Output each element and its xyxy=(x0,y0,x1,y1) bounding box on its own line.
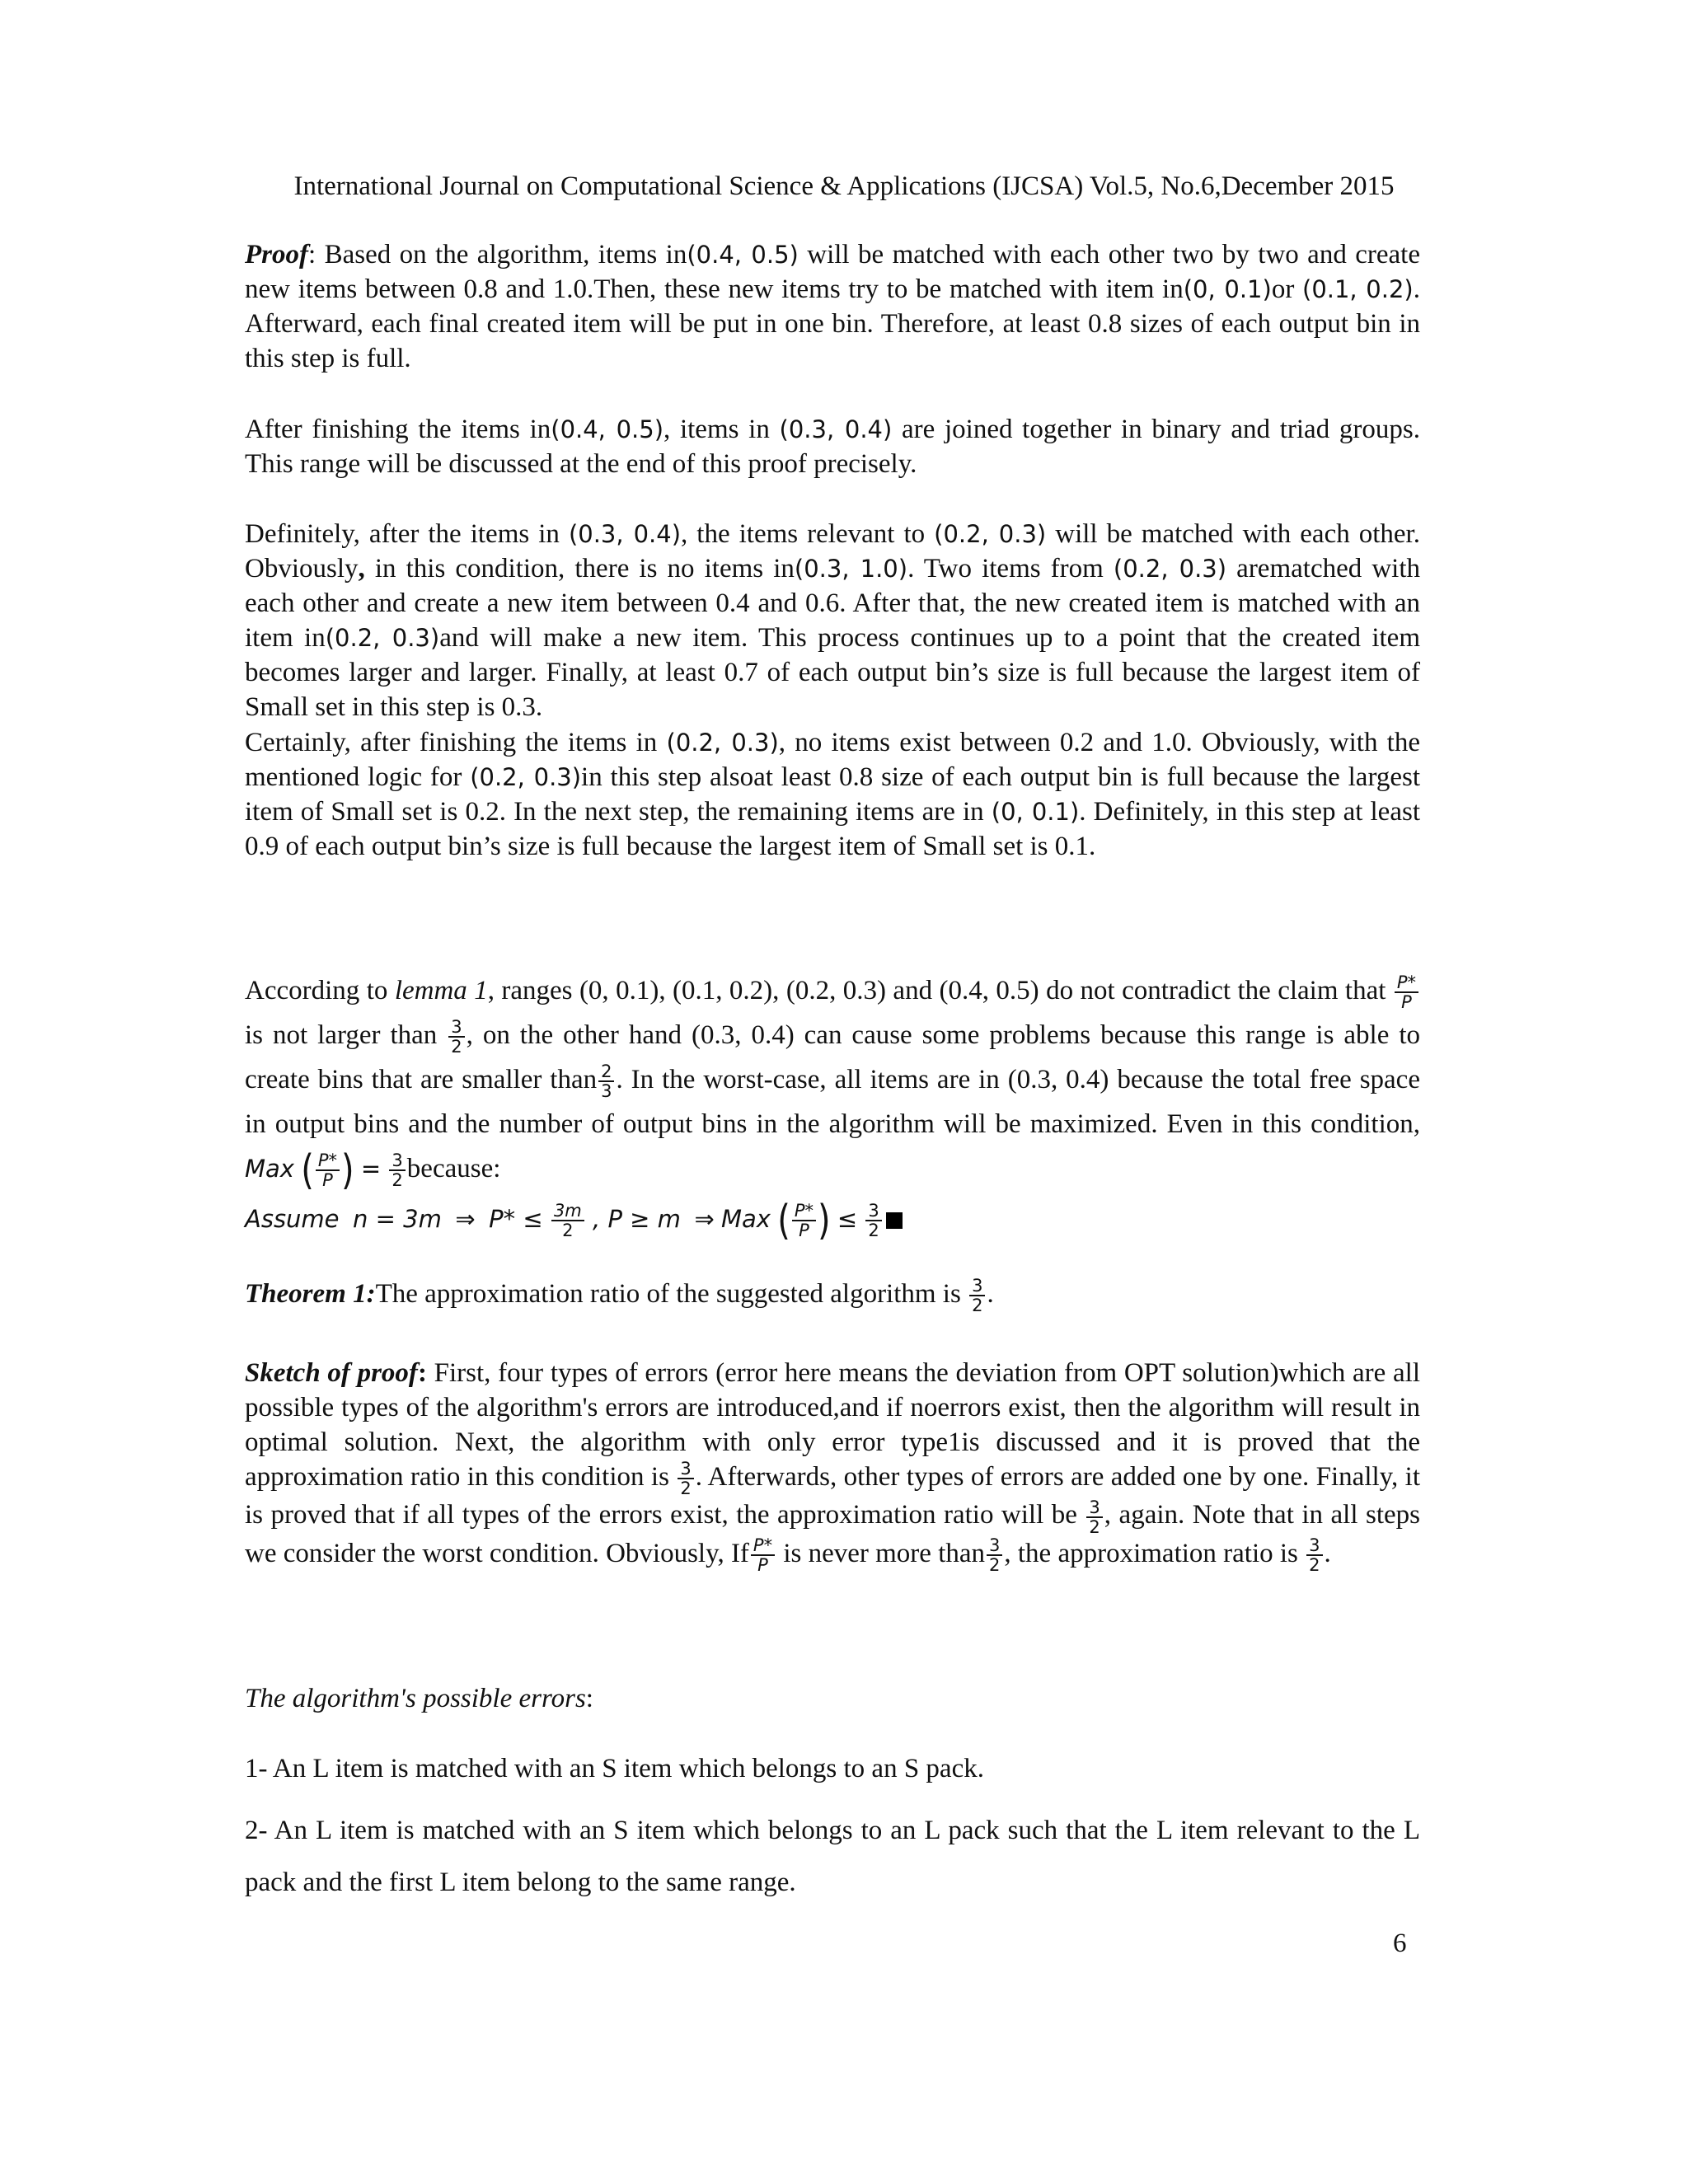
math-interval: (0.2, 0.3) xyxy=(325,624,440,652)
qed-square-icon xyxy=(886,1212,903,1229)
fraction-3-over-2 xyxy=(987,1536,1002,1574)
text: : Based on the algorithm, items in xyxy=(308,240,687,269)
numerator: 3 xyxy=(448,1018,464,1038)
denominator: P xyxy=(799,1221,809,1241)
journal-header: International Journal on Computational Science & Applications (IJCSA) Vol.5, No.6,December 2015 xyxy=(293,171,1395,201)
text: or xyxy=(1271,274,1302,304)
text: in this step alsoat least 0.8 size of each output bin is full because the largest item of Small set is 0.2. In the next step, the remaining items are in xyxy=(245,762,1421,827)
text: . Two items from xyxy=(907,554,1114,583)
math-interval: (0.2, 0.3) xyxy=(470,763,582,791)
math-interval: (0, 0.1) xyxy=(991,798,1080,826)
math-max: Max xyxy=(721,1205,771,1233)
text: . xyxy=(1324,1538,1331,1568)
fraction-pstar-over-p xyxy=(1395,973,1418,1011)
text: , items in xyxy=(663,415,780,444)
denominator: P xyxy=(757,1555,768,1576)
text: arematched with each other and create a new item between 0.4 and 0.6. After that, the new created item is matched with an item in xyxy=(245,554,1420,653)
text: : xyxy=(417,1358,427,1388)
denominator: 2 xyxy=(989,1555,1001,1576)
paragraph-5 xyxy=(245,968,1420,1193)
text: will be matched with each other. Obviously xyxy=(245,519,1420,583)
implies-arrow: ⇒ xyxy=(694,1205,715,1233)
numerator: P* xyxy=(792,1202,816,1221)
text: , again. Note that in all steps we consider the worst condition. Obviously, If xyxy=(245,1500,1421,1568)
text: The approximation ratio of the suggested algorithm is xyxy=(375,1279,968,1309)
math-max: Max xyxy=(245,1155,294,1183)
denominator: 3 xyxy=(601,1081,612,1102)
text: After finishing the items in xyxy=(245,415,551,444)
numerator: P* xyxy=(751,1536,775,1556)
right-paren: ) xyxy=(341,1146,354,1195)
fraction-3-over-2 xyxy=(448,1018,464,1056)
fraction-2-over-3 xyxy=(598,1062,614,1100)
math-interval: (0.3, 0.4) xyxy=(779,415,893,443)
math-interval: (0.2, 0.3) xyxy=(934,520,1047,548)
error-item-1: 1- An L item is matched with an S item which belongs to an S pack. xyxy=(245,1754,984,1783)
denominator: 2 xyxy=(1309,1555,1320,1576)
text: because: xyxy=(406,1154,501,1183)
text: . xyxy=(987,1279,994,1309)
fraction-3-over-2 xyxy=(678,1460,693,1497)
sketch-of-proof xyxy=(245,1356,1420,1574)
math-interval: (0.1, 0.2) xyxy=(1302,275,1414,303)
fraction-3m-over-2 xyxy=(551,1202,584,1240)
assume-equation xyxy=(245,1197,1420,1243)
numerator: P* xyxy=(1395,973,1418,993)
numerator: 3m xyxy=(551,1202,584,1221)
text: will be matched with each other two by two and create new items between 0.8 and 1.0.Then, these new items try to be matched with item in xyxy=(245,240,1420,304)
error-item-2: 2- An L item is matched with an S item which belongs to an L pack such that the L item relevant to the L pack and the first L item belong to the same range. xyxy=(245,1816,1420,1897)
text: , no items exist between 0.2 and 1.0. Obviously, with the mentioned logic for xyxy=(245,728,1420,792)
text: According to xyxy=(245,976,395,1005)
text: . Definitely, in this step at least 0.9 of each output bin’s size is full because the largest item of Small set is 0.1. xyxy=(245,797,1420,861)
text: is not larger than xyxy=(245,1020,448,1050)
text: , on the other hand (0.3, 0.4) can cause some problems because this range is able to create bins that are smaller than xyxy=(245,1020,1420,1094)
text: Definitely, after the items in xyxy=(245,519,569,549)
less-equal-sign: ≤ xyxy=(837,1205,858,1233)
fraction-3-over-2 xyxy=(1306,1536,1322,1574)
fraction-3-over-2 xyxy=(865,1202,881,1240)
text: . Afterward, each final created item will be put in one bin. Therefore, at least 0.8 sizes of each output bin in this step is full. xyxy=(245,274,1420,373)
text: in this condition, there is no items in xyxy=(364,554,795,583)
math-p-ge-m: , P ≥ m xyxy=(593,1205,681,1233)
equals-sign: = xyxy=(360,1155,382,1183)
denominator: P xyxy=(1401,992,1412,1013)
denominator: 2 xyxy=(562,1221,574,1241)
text: , ranges (0, 0.1), (0.1, 0.2), (0.2, 0.3) and (0.4, 0.5) do not contradict the claim that xyxy=(487,976,1393,1005)
math-interval: (0.2, 0.3) xyxy=(666,729,779,757)
denominator: 2 xyxy=(868,1221,879,1241)
fraction-3-over-2 xyxy=(389,1151,405,1189)
math-n-equals: n = 3m xyxy=(353,1205,442,1233)
math-interval: (0.3, 1.0) xyxy=(794,555,908,583)
denominator: 2 xyxy=(972,1296,983,1316)
denominator: 2 xyxy=(451,1037,462,1057)
proof-label: Proof xyxy=(245,240,308,269)
fraction-3-over-2 xyxy=(969,1277,985,1315)
paragraph-3 xyxy=(245,517,1420,724)
math-interval: (0.4, 0.5) xyxy=(687,241,799,269)
text: , the items relevant to xyxy=(681,519,935,549)
text: are joined together in binary and triad groups. This range will be discussed at the end of this proof precisely. xyxy=(245,415,1420,479)
text: Certainly, after finishing the items in xyxy=(245,728,667,757)
numerator: P* xyxy=(316,1151,340,1171)
sketch-label: Sketch of proof xyxy=(245,1358,418,1388)
text: . In the worst-case, all items are in (0.3, 0.4) because the total free space in output bins and the number of output bins in the algorithm will be maximized. Even in this condition, xyxy=(245,1065,1420,1139)
page-number: 6 xyxy=(1393,1929,1407,1958)
text: and will make a new item. This process continues up to a point that the created item becomes larger and larger. Finally, at least 0.7 of each output bin’s size is full because the largest item of Small set in this step is 0.3. xyxy=(245,623,1420,722)
denominator: 2 xyxy=(392,1170,403,1191)
math-pstar-le: P* ≤ xyxy=(489,1205,543,1233)
errors-heading xyxy=(245,1681,1420,1716)
math-interval: (0.4, 0.5) xyxy=(551,415,664,443)
numerator: 3 xyxy=(987,1536,1002,1556)
proof-paragraph xyxy=(245,237,1420,376)
theorem-label: Theorem 1: xyxy=(245,1279,376,1309)
paragraph-2 xyxy=(245,412,1420,481)
text: is never more than xyxy=(776,1538,986,1568)
denominator: 2 xyxy=(680,1479,692,1499)
fraction-pstar-over-p xyxy=(316,1151,340,1189)
text: , xyxy=(358,554,365,583)
numerator: 3 xyxy=(389,1151,405,1171)
numerator: 3 xyxy=(865,1202,881,1221)
paragraph-4 xyxy=(245,725,1420,864)
math-interval: (0.3, 0.4) xyxy=(568,520,682,548)
fraction-3-over-2 xyxy=(1086,1498,1102,1536)
text: , the approximation ratio is xyxy=(1004,1538,1306,1568)
denominator: P xyxy=(322,1170,333,1191)
fraction-pstar-over-p xyxy=(792,1202,816,1240)
text: First, four types of errors (error here means the deviation from OPT solution)which are all possible types of the algorithm's errors are introduced,and if noerrors exist, then the algorithm will result in optimal solution. Next, the algorithm with only error type1is discussed and it is proved that the approximation ratio in this condition is xyxy=(245,1358,1420,1492)
fraction-pstar-over-p xyxy=(751,1536,775,1574)
math-assume: Assume xyxy=(245,1205,340,1233)
left-paren: ( xyxy=(301,1146,314,1195)
denominator: 2 xyxy=(1089,1516,1100,1537)
text: . Afterwards, other types of errors are added one by one. Finally, it is proved that if all types of the errors exist, the approximation ratio will be xyxy=(245,1462,1421,1530)
theorem-1 xyxy=(245,1272,1420,1316)
numerator: 3 xyxy=(969,1277,985,1296)
numerator: 3 xyxy=(1086,1498,1102,1518)
right-paren: ) xyxy=(818,1197,831,1245)
implies-arrow: ⇒ xyxy=(455,1205,476,1233)
math-interval: (0.2, 0.3) xyxy=(1113,555,1227,583)
left-paren: ( xyxy=(777,1197,790,1245)
numerator: 2 xyxy=(598,1062,614,1082)
errors-title: The algorithm's possible errors xyxy=(245,1684,586,1713)
lemma-reference: lemma 1 xyxy=(394,976,488,1005)
numerator: 3 xyxy=(1306,1536,1322,1556)
math-interval: (0, 0.1) xyxy=(1183,275,1272,303)
text: : xyxy=(585,1684,593,1713)
numerator: 3 xyxy=(678,1460,693,1479)
